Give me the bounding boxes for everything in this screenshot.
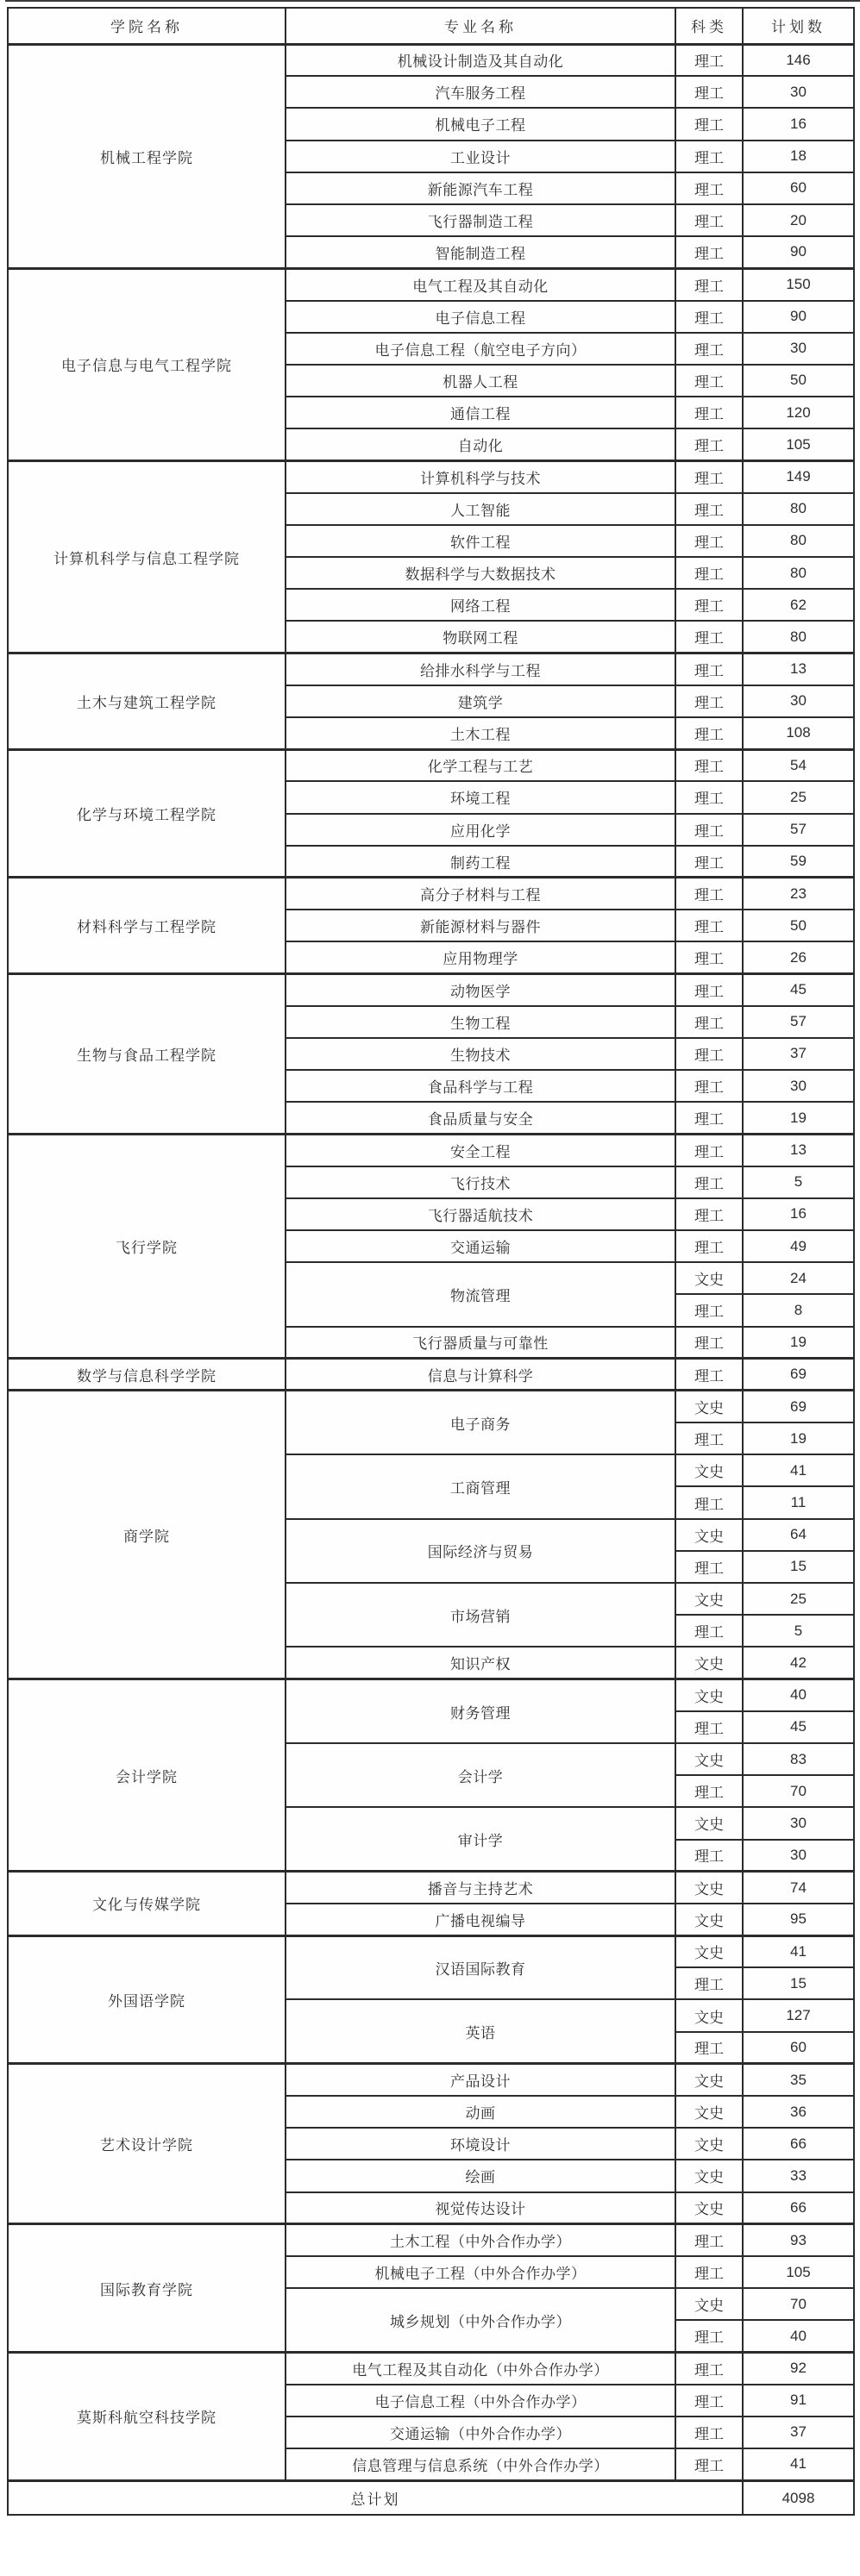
- count-cell: 41: [743, 1454, 854, 1486]
- category-cell: 文史: [675, 1807, 743, 1839]
- count-cell: 45: [743, 973, 854, 1005]
- category-cell: 理工: [675, 781, 743, 813]
- category-cell: 文史: [675, 1872, 743, 1904]
- major-name-cell: 绘画: [286, 2160, 675, 2191]
- count-cell: 16: [743, 1198, 854, 1230]
- count-cell: 69: [743, 1391, 854, 1422]
- category-cell: 理工: [675, 397, 743, 428]
- count-cell: 30: [743, 333, 854, 365]
- category-cell: 理工: [675, 910, 743, 941]
- category-cell: 理工: [675, 1551, 743, 1583]
- major-name-cell: 新能源汽车工程: [286, 172, 675, 204]
- category-cell: 理工: [675, 1422, 743, 1454]
- count-cell: 66: [743, 2128, 854, 2160]
- enrollment-plan-table: [7, 7, 855, 2516]
- count-cell: 24: [743, 1262, 854, 1294]
- count-cell: 26: [743, 941, 854, 973]
- major-name-cell: 市场营销: [286, 1583, 675, 1647]
- count-cell: 60: [743, 2032, 854, 2064]
- count-cell: 70: [743, 2288, 854, 2320]
- count-cell: 13: [743, 1134, 854, 1166]
- category-cell: 理工: [675, 493, 743, 525]
- table-row: [8, 653, 854, 685]
- col-header-college: 学院名称: [8, 8, 286, 44]
- major-name-cell: 工商管理: [286, 1454, 675, 1518]
- college-name-cell: 艺术设计学院: [8, 2064, 286, 2224]
- count-cell: 5: [743, 1166, 854, 1198]
- count-cell: 105: [743, 2256, 854, 2288]
- table-row: [8, 1872, 854, 1904]
- category-cell: 理工: [675, 2448, 743, 2480]
- category-cell: 文史: [675, 1647, 743, 1679]
- major-name-cell: 英语: [286, 1999, 675, 2063]
- major-name-cell: 新能源材料与器件: [286, 910, 675, 941]
- category-cell: 理工: [675, 333, 743, 365]
- category-cell: 理工: [675, 1070, 743, 1102]
- table-row: [8, 2224, 854, 2256]
- count-cell: 30: [743, 76, 854, 108]
- category-cell: 文史: [675, 1454, 743, 1486]
- count-cell: 33: [743, 2160, 854, 2191]
- major-name-cell: 广播电视编导: [286, 1904, 675, 1935]
- table-row: [8, 1359, 854, 1391]
- category-cell: 理工: [675, 1967, 743, 1999]
- count-cell: 41: [743, 2448, 854, 2480]
- count-cell: 23: [743, 878, 854, 910]
- table-row: [8, 2064, 854, 2096]
- category-cell: 文史: [675, 1679, 743, 1711]
- category-cell: 理工: [675, 76, 743, 108]
- major-name-cell: 土木工程: [286, 717, 675, 749]
- major-name-cell: 机器人工程: [286, 365, 675, 397]
- table-row: [8, 268, 854, 300]
- count-cell: 18: [743, 141, 854, 172]
- count-cell: 66: [743, 2192, 854, 2224]
- college-name-cell: 数学与信息科学学院: [8, 1359, 286, 1391]
- major-name-cell: 产品设计: [286, 2064, 675, 2096]
- category-cell: 理工: [675, 428, 743, 460]
- table-body: [8, 44, 854, 2480]
- major-name-cell: 动画: [286, 2096, 675, 2128]
- major-name-cell: 交通运输: [286, 1230, 675, 1262]
- category-cell: 理工: [675, 44, 743, 76]
- major-name-cell: 电子信息工程（航空电子方向）: [286, 333, 675, 365]
- major-name-cell: 汉语国际教育: [286, 1935, 675, 1999]
- category-cell: 文史: [675, 1519, 743, 1551]
- count-cell: 30: [743, 1070, 854, 1102]
- major-name-cell: 城乡规划（中外合作办学）: [286, 2288, 675, 2352]
- major-name-cell: 自动化: [286, 428, 675, 460]
- major-name-cell: 计算机科学与技术: [286, 460, 675, 492]
- count-cell: 108: [743, 717, 854, 749]
- count-cell: 5: [743, 1615, 854, 1647]
- count-cell: 120: [743, 397, 854, 428]
- major-name-cell: 智能制造工程: [286, 236, 675, 268]
- category-cell: 理工: [675, 1198, 743, 1230]
- major-name-cell: 通信工程: [286, 397, 675, 428]
- college-name-cell: 莫斯科航空科技学院: [8, 2353, 286, 2481]
- major-name-cell: 给排水科学与工程: [286, 653, 675, 685]
- major-name-cell: 生物工程: [286, 1006, 675, 1038]
- table-footer: [8, 2480, 854, 2515]
- count-cell: 69: [743, 1359, 854, 1391]
- category-cell: 理工: [675, 1230, 743, 1262]
- major-name-cell: 建筑学: [286, 685, 675, 717]
- category-cell: 理工: [675, 301, 743, 333]
- category-cell: 理工: [675, 2224, 743, 2256]
- count-cell: 11: [743, 1486, 854, 1518]
- category-cell: 文史: [675, 1743, 743, 1775]
- table-row: [8, 1679, 854, 1711]
- major-name-cell: 电气工程及其自动化: [286, 268, 675, 300]
- category-cell: 理工: [675, 685, 743, 717]
- category-cell: 理工: [675, 878, 743, 910]
- count-cell: 13: [743, 653, 854, 685]
- major-name-cell: 应用物理学: [286, 941, 675, 973]
- major-name-cell: 电子信息工程: [286, 301, 675, 333]
- count-cell: 57: [743, 814, 854, 846]
- count-cell: 37: [743, 2417, 854, 2448]
- major-name-cell: 高分子材料与工程: [286, 878, 675, 910]
- count-cell: 40: [743, 1679, 854, 1711]
- count-cell: 25: [743, 781, 854, 813]
- count-cell: 80: [743, 557, 854, 589]
- major-name-cell: 国际经济与贸易: [286, 1519, 675, 1583]
- category-cell: 理工: [675, 846, 743, 878]
- major-name-cell: 环境工程: [286, 781, 675, 813]
- category-cell: 理工: [675, 1102, 743, 1134]
- college-name-cell: 机械工程学院: [8, 44, 286, 268]
- major-name-cell: 制药工程: [286, 846, 675, 878]
- college-name-cell: 商学院: [8, 1391, 286, 1679]
- count-cell: 19: [743, 1327, 854, 1359]
- table-row: [8, 1134, 854, 1166]
- major-name-cell: 汽车服务工程: [286, 76, 675, 108]
- category-cell: 理工: [675, 2353, 743, 2385]
- table-header: [8, 8, 854, 44]
- college-name-cell: 化学与环境工程学院: [8, 749, 286, 878]
- count-cell: 15: [743, 1967, 854, 1999]
- category-cell: 理工: [675, 2256, 743, 2288]
- count-cell: 90: [743, 301, 854, 333]
- count-cell: 80: [743, 621, 854, 653]
- count-cell: 41: [743, 1935, 854, 1967]
- major-name-cell: 物联网工程: [286, 621, 675, 653]
- category-cell: 文史: [675, 2096, 743, 2128]
- count-cell: 64: [743, 1519, 854, 1551]
- major-name-cell: 交通运输（中外合作办学）: [286, 2417, 675, 2448]
- category-cell: 文史: [675, 1391, 743, 1422]
- major-name-cell: 食品科学与工程: [286, 1070, 675, 1102]
- count-cell: 45: [743, 1711, 854, 1743]
- major-name-cell: 信息管理与信息系统（中外合作办学）: [286, 2448, 675, 2480]
- major-name-cell: 视觉传达设计: [286, 2192, 675, 2224]
- count-cell: 49: [743, 1230, 854, 1262]
- category-cell: 文史: [675, 1904, 743, 1935]
- table-row: [8, 1935, 854, 1967]
- major-name-cell: 应用化学: [286, 814, 675, 846]
- count-cell: 105: [743, 428, 854, 460]
- category-cell: 理工: [675, 814, 743, 846]
- category-cell: 理工: [675, 525, 743, 557]
- table-row: [8, 44, 854, 76]
- college-name-cell: 计算机科学与信息工程学院: [8, 460, 286, 653]
- category-cell: 理工: [675, 749, 743, 781]
- category-cell: 理工: [675, 1711, 743, 1743]
- major-name-cell: 电子信息工程（中外合作办学）: [286, 2385, 675, 2417]
- category-cell: 理工: [675, 1038, 743, 1070]
- college-name-cell: 飞行学院: [8, 1134, 286, 1358]
- category-cell: 文史: [675, 1999, 743, 2031]
- table-row: [8, 878, 854, 910]
- category-cell: 文史: [675, 1583, 743, 1615]
- count-cell: 57: [743, 1006, 854, 1038]
- count-cell: 90: [743, 236, 854, 268]
- category-cell: 理工: [675, 1615, 743, 1647]
- category-cell: 理工: [675, 621, 743, 653]
- category-cell: 理工: [675, 1134, 743, 1166]
- count-cell: 15: [743, 1551, 854, 1583]
- count-cell: 50: [743, 910, 854, 941]
- count-cell: 50: [743, 365, 854, 397]
- category-cell: 理工: [675, 589, 743, 621]
- category-cell: 理工: [675, 717, 743, 749]
- col-header-plan-count: 计划数: [743, 8, 854, 44]
- table-row: [8, 2353, 854, 2385]
- major-name-cell: 软件工程: [286, 525, 675, 557]
- category-cell: 文史: [675, 2160, 743, 2191]
- category-cell: 理工: [675, 460, 743, 492]
- count-cell: 149: [743, 460, 854, 492]
- category-cell: 文史: [675, 2288, 743, 2320]
- category-cell: 理工: [675, 1359, 743, 1391]
- category-cell: 文史: [675, 2128, 743, 2160]
- major-name-cell: 财务管理: [286, 1679, 675, 1743]
- category-cell: 理工: [675, 653, 743, 685]
- major-name-cell: 人工智能: [286, 493, 675, 525]
- category-cell: 理工: [675, 365, 743, 397]
- count-cell: 70: [743, 1775, 854, 1807]
- category-cell: 理工: [675, 268, 743, 300]
- major-name-cell: 会计学: [286, 1743, 675, 1807]
- major-name-cell: 飞行器质量与可靠性: [286, 1327, 675, 1359]
- major-name-cell: 化学工程与工艺: [286, 749, 675, 781]
- major-name-cell: 土木工程（中外合作办学）: [286, 2224, 675, 2256]
- count-cell: 83: [743, 1743, 854, 1775]
- category-cell: 理工: [675, 941, 743, 973]
- header-row: [8, 8, 854, 44]
- major-name-cell: 知识产权: [286, 1647, 675, 1679]
- count-cell: 19: [743, 1102, 854, 1134]
- college-name-cell: 电子信息与电气工程学院: [8, 268, 286, 460]
- major-name-cell: 数据科学与大数据技术: [286, 557, 675, 589]
- table-row: [8, 973, 854, 1005]
- major-name-cell: 安全工程: [286, 1134, 675, 1166]
- count-cell: 30: [743, 1840, 854, 1872]
- page-top-divider: [5, 0, 860, 2]
- category-cell: 文史: [675, 1262, 743, 1294]
- category-cell: 理工: [675, 1840, 743, 1872]
- table-row: [8, 460, 854, 492]
- major-name-cell: 飞行器适航技术: [286, 1198, 675, 1230]
- major-name-cell: 网络工程: [286, 589, 675, 621]
- college-name-cell: 土木与建筑工程学院: [8, 653, 286, 750]
- count-cell: 40: [743, 2320, 854, 2352]
- count-cell: 93: [743, 2224, 854, 2256]
- major-name-cell: 物流管理: [286, 1262, 675, 1326]
- count-cell: 35: [743, 2064, 854, 2096]
- category-cell: 理工: [675, 1294, 743, 1326]
- category-cell: 理工: [675, 1775, 743, 1807]
- category-cell: 理工: [675, 2417, 743, 2448]
- count-cell: 37: [743, 1038, 854, 1070]
- category-cell: 理工: [675, 204, 743, 236]
- total-row: [8, 2480, 854, 2515]
- major-name-cell: 飞行器制造工程: [286, 204, 675, 236]
- total-label: 总计划: [8, 2480, 743, 2515]
- category-cell: 理工: [675, 236, 743, 268]
- count-cell: 36: [743, 2096, 854, 2128]
- category-cell: 理工: [675, 1006, 743, 1038]
- major-name-cell: 飞行技术: [286, 1166, 675, 1198]
- category-cell: 理工: [675, 1166, 743, 1198]
- col-header-category: 科类: [675, 8, 743, 44]
- count-cell: 25: [743, 1583, 854, 1615]
- count-cell: 80: [743, 525, 854, 557]
- category-cell: 文史: [675, 2064, 743, 2096]
- count-cell: 60: [743, 172, 854, 204]
- major-name-cell: 电子商务: [286, 1391, 675, 1454]
- major-name-cell: 信息与计算科学: [286, 1359, 675, 1391]
- major-name-cell: 食品质量与安全: [286, 1102, 675, 1134]
- category-cell: 理工: [675, 557, 743, 589]
- count-cell: 8: [743, 1294, 854, 1326]
- major-name-cell: 机械电子工程: [286, 108, 675, 140]
- category-cell: 理工: [675, 172, 743, 204]
- count-cell: 62: [743, 589, 854, 621]
- college-name-cell: 外国语学院: [8, 1935, 286, 2064]
- major-name-cell: 机械电子工程（中外合作办学）: [286, 2256, 675, 2288]
- count-cell: 80: [743, 493, 854, 525]
- college-name-cell: 材料科学与工程学院: [8, 878, 286, 974]
- category-cell: 理工: [675, 108, 743, 140]
- count-cell: 127: [743, 1999, 854, 2031]
- category-cell: 理工: [675, 2320, 743, 2352]
- category-cell: 理工: [675, 1327, 743, 1359]
- major-name-cell: 机械设计制造及其自动化: [286, 44, 675, 76]
- category-cell: 理工: [675, 2032, 743, 2064]
- count-cell: 30: [743, 685, 854, 717]
- count-cell: 146: [743, 44, 854, 76]
- count-cell: 74: [743, 1872, 854, 1904]
- major-name-cell: 动物医学: [286, 973, 675, 1005]
- college-name-cell: 国际教育学院: [8, 2224, 286, 2353]
- count-cell: 16: [743, 108, 854, 140]
- college-name-cell: 会计学院: [8, 1679, 286, 1872]
- category-cell: 理工: [675, 141, 743, 172]
- total-value: 4098: [743, 2480, 854, 2515]
- table-row: [8, 749, 854, 781]
- count-cell: 95: [743, 1904, 854, 1935]
- major-name-cell: 播音与主持艺术: [286, 1872, 675, 1904]
- count-cell: 54: [743, 749, 854, 781]
- count-cell: 91: [743, 2385, 854, 2417]
- category-cell: 理工: [675, 973, 743, 1005]
- count-cell: 20: [743, 204, 854, 236]
- category-cell: 文史: [675, 2192, 743, 2224]
- count-cell: 30: [743, 1807, 854, 1839]
- count-cell: 19: [743, 1422, 854, 1454]
- major-name-cell: 工业设计: [286, 141, 675, 172]
- college-name-cell: 文化与传媒学院: [8, 1872, 286, 1935]
- count-cell: 92: [743, 2353, 854, 2385]
- category-cell: 理工: [675, 2385, 743, 2417]
- count-cell: 150: [743, 268, 854, 300]
- count-cell: 42: [743, 1647, 854, 1679]
- major-name-cell: 环境设计: [286, 2128, 675, 2160]
- category-cell: 理工: [675, 1486, 743, 1518]
- category-cell: 文史: [675, 1935, 743, 1967]
- count-cell: 59: [743, 846, 854, 878]
- table-row: [8, 1391, 854, 1422]
- college-name-cell: 生物与食品工程学院: [8, 973, 286, 1134]
- major-name-cell: 审计学: [286, 1807, 675, 1871]
- major-name-cell: 电气工程及其自动化（中外合作办学）: [286, 2353, 675, 2385]
- col-header-major: 专业名称: [286, 8, 675, 44]
- major-name-cell: 生物技术: [286, 1038, 675, 1070]
